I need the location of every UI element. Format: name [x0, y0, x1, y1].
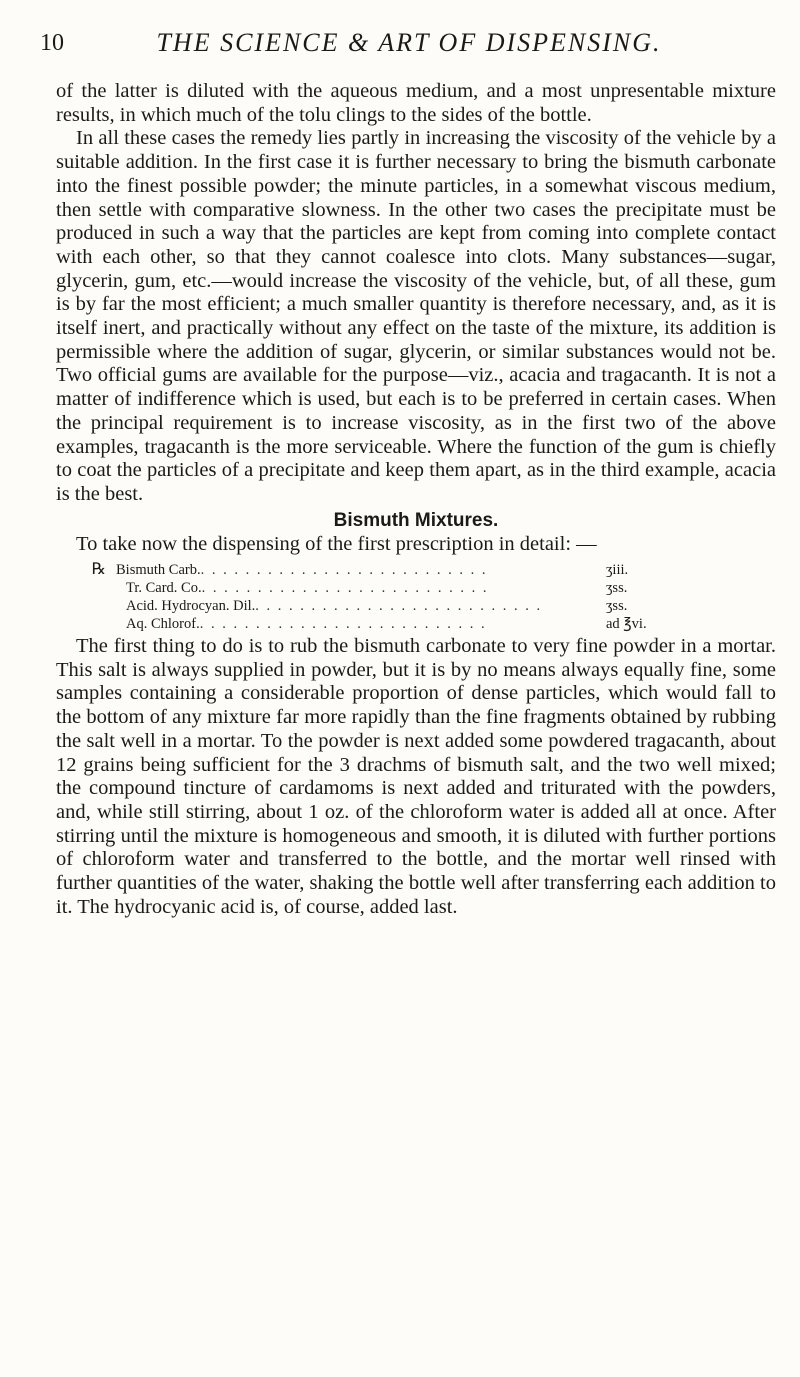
prescription-line — [56, 615, 776, 633]
page-header — [40, 26, 778, 66]
prescription-block — [56, 561, 776, 633]
ingredient-quantity: ad ℥vi. — [606, 616, 647, 633]
ingredient-quantity: ʒiii. — [606, 562, 629, 579]
paragraph-remedy: In all these cases the remedy lies partly in increasing the viscosity of the vehicle by a suitable addition. In the first case it is further necessary to bring the bismuth carbonate into the finest possible powder; the minute particles, in a somewhat viscous medium, then settle with comparative slowness. In the other two cases the precipitate must be produced in such a way that the particles are kept from coming into complete contact with each other, so that they cannot coalesce into clots. Many substances—sugar, glycerin, gum, etc.—would increase the viscosity of the vehicle, but, of all these, gum is by far the most efficient; a much smaller quantity is therefore necessary, and, as it is itself inert, and practically without any effect on the taste of the mixture, its addition is permissible where the addition of sugar, glycerin, or similar substances would not be. Two official gums are available for the purpose—viz., acacia and tragacanth. It is not a matter of indifference which is used, but each is to be preferred in certain cases. When the principal requirement is to increase viscosity, as in the first two of the above examples, tragacanth is the more serviceable. Where the function of the gum is chiefly to coat the particles of a precipitate and keep them apart, as in the third example, acacia is the best. — [56, 127, 776, 505]
ingredient-name: Bismuth Carb. — [116, 562, 201, 579]
leader-dots: . . . . . . . . . . . . . . . . . . . . . . . . . . — [200, 562, 488, 579]
body-text — [56, 80, 776, 920]
leader-dots: . . . . . . . . . . . . . . . . . . . . . . . . . . — [255, 598, 543, 615]
prescription-line — [56, 561, 776, 579]
prescription-line — [56, 579, 776, 597]
ingredient-name: Acid. Hydrocyan. Dil. — [126, 598, 256, 615]
ingredient-name: Aq. Chlorof. — [126, 616, 200, 633]
leader-dots: . . . . . . . . . . . . . . . . . . . . . . . . . . — [199, 616, 487, 633]
paragraph-intro: To take now the dispensing of the first prescription in detail: — — [76, 533, 597, 556]
paragraph-procedure: The first thing to do is to rub the bismuth carbonate to very fine powder in a mortar. This salt is always supplied in powder, but it is by no means always equally fine, some samples containing a considerable proportion of dense particles, which would fall to the bottom of any mixture far more rapidly than the fine fragments obtained by rubbing the salt well in a mortar. To the powder is next added some powdered tragacanth, about 12 grains being sufficient for the 3 drachms of bismuth salt, and the two well mixed; the compound tincture of cardamoms is next added and triturated with the powders, and, while still stirring, about 1 oz. of the chloroform water is added all at once. After stirring until the mixture is homogeneous and smooth, it is diluted with further portions of chloroform water and transferred to the bottle, and the mortar well rinsed with further quantities of the water, shaking the bottle well after transferring each addition to it. The hydrocyanic acid is, of course, added last. — [56, 635, 776, 918]
leader-dots: . . . . . . . . . . . . . . . . . . . . . . . . . . — [201, 580, 489, 597]
page-number: 10 — [40, 30, 64, 56]
ingredient-quantity: ʒss. — [606, 598, 628, 615]
paragraph-continued: of the latter is diluted with the aqueous medium, and a most unpresentable mixture results, in which much of the tolu clings to the sides of the bottle. — [56, 80, 776, 126]
running-title: THE SCIENCE & ART OF DISPENSING. — [156, 28, 662, 57]
ingredient-name: Tr. Card. Co. — [126, 580, 202, 597]
prescription-line — [56, 597, 776, 615]
section-heading: Bismuth Mixtures. — [333, 509, 499, 531]
ingredient-quantity: ʒss. — [606, 580, 628, 597]
prescription-symbol-icon: ℞ — [91, 561, 106, 579]
